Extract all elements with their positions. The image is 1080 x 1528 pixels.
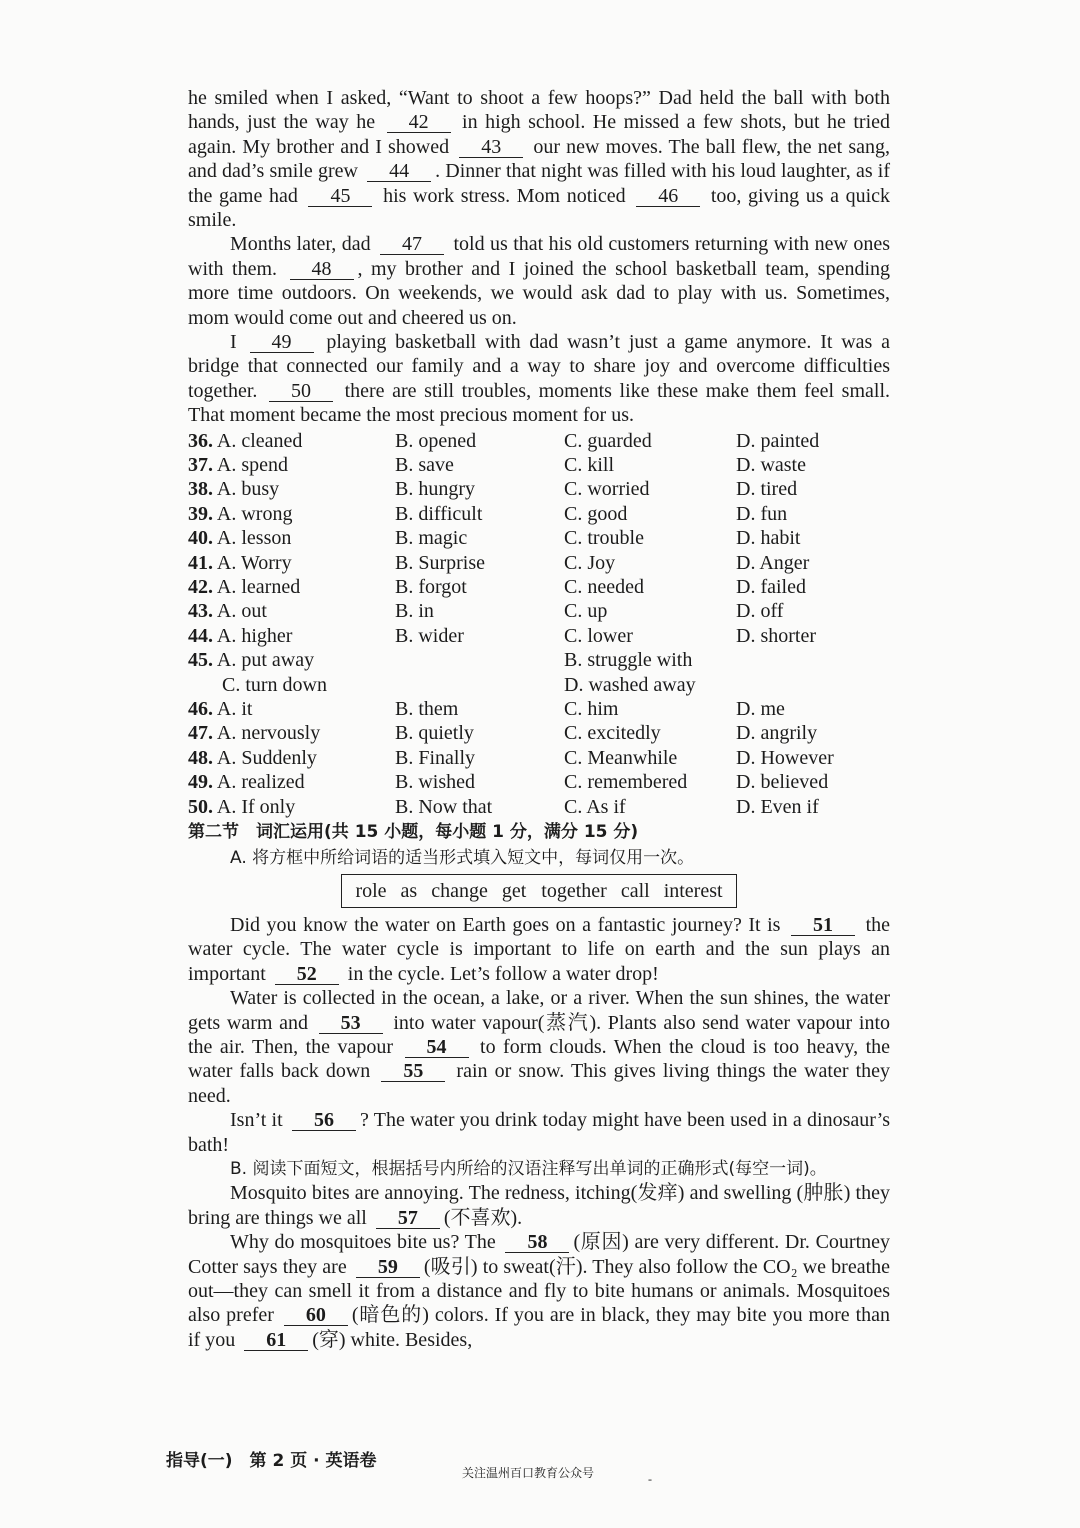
text-segment: too, giving us a quick smile. <box>188 184 891 232</box>
option-row <box>188 746 890 770</box>
text-segment: rain or snow. This gives living things the water they need. <box>188 1060 891 1107</box>
question-number: 46. <box>188 697 213 720</box>
option-c: C. good <box>564 502 628 525</box>
blank-42: 42 <box>387 112 451 133</box>
question-number: 44. <box>188 624 213 647</box>
question-number: 40. <box>188 527 213 550</box>
question-number: 49. <box>188 771 213 794</box>
question-number: 37. <box>188 454 213 477</box>
option-row <box>188 599 890 623</box>
blank-46: 46 <box>636 186 700 207</box>
option-c: C. up <box>564 600 608 623</box>
option-c: C. Meanwhile <box>564 746 678 769</box>
word-option: interest <box>663 879 723 902</box>
text-segment: (暗色的) colors. If you are in black, they may bite you more than if you <box>188 1304 890 1351</box>
option-c: C. guarded <box>564 429 652 452</box>
option-a: A. If only <box>216 795 296 818</box>
text-segment: ? The water you drink today might have been used in a dinosaur’s bath! <box>188 1109 891 1156</box>
text-segment: , my brother and I joined the school basketball team, spending more time outdoors. On weekends, we would ask dad to play with us. Sometimes, mom would come out and cheered us on. <box>188 257 891 329</box>
option-row <box>188 673 890 697</box>
text-segment: Mosquito bites are annoying. The redness, itching(发痒) and swelling (肿胀) they bring are things we all <box>188 1182 890 1229</box>
option-c: C. Joy <box>564 551 616 574</box>
question-number: 48. <box>188 746 213 769</box>
passage-paragraph <box>188 1181 890 1230</box>
option-c: C. him <box>564 697 619 720</box>
word-option: get together <box>501 879 607 902</box>
option-a: A. higher <box>216 624 293 647</box>
option-b: B. struggle with <box>564 649 693 672</box>
text-segment: Isn’t it <box>230 1109 283 1132</box>
option-d: D. Even if <box>736 795 819 818</box>
option-b: B. quietly <box>395 722 474 745</box>
blank-60: 60 <box>284 1305 348 1326</box>
question-number: 38. <box>188 478 213 501</box>
blank-49: 49 <box>250 332 314 353</box>
word-option: role <box>355 879 387 902</box>
option-d: D. fun <box>736 502 788 525</box>
option-a: A. Worry <box>216 551 292 574</box>
option-c: C. trouble <box>564 527 644 550</box>
text-segment: there are still troubles, moments like these make them feel small. That moment became the most precious moment for us. <box>188 379 891 427</box>
option-c: C. needed <box>564 576 644 599</box>
option-row <box>188 551 890 575</box>
blank-51: 51 <box>791 915 855 936</box>
question-number: 39. <box>188 502 213 525</box>
blank-53: 53 <box>319 1013 383 1034</box>
option-d: D. painted <box>736 429 820 452</box>
option-b: B. forgot <box>395 576 467 599</box>
section-title: 第二节 词汇运用(共 15 小题，每小题 1 分，满分 15 分) <box>188 821 639 842</box>
option-d: D. washed away <box>564 673 696 696</box>
question-number: 47. <box>188 722 213 745</box>
passage-paragraph <box>188 232 890 330</box>
option-c: C. kill <box>564 454 615 477</box>
option-c: C. excitedly <box>564 722 661 745</box>
text-segment: told us that his old customers returning with new ones with them. <box>188 233 891 280</box>
watermark-text: 关注温州百口教育公众号 <box>462 1466 595 1480</box>
options-list <box>188 429 890 819</box>
option-c: C. remembered <box>564 771 688 794</box>
text-segment: Months later, dad <box>230 233 371 256</box>
option-a: A. spend <box>216 454 289 477</box>
blank-54: 54 <box>405 1037 469 1058</box>
blank-57: 57 <box>376 1208 440 1229</box>
option-d: D. off <box>736 600 784 623</box>
stray-mark: - <box>648 1472 652 1486</box>
passage-paragraph <box>188 986 890 1108</box>
option-row <box>188 795 890 819</box>
text-segment: (原因) are very different. Dr. Courtney Cotter says they are <box>188 1231 891 1278</box>
question-number: 50. <box>188 795 213 818</box>
option-c: C. turn down <box>222 673 327 696</box>
blank-48: 48 <box>290 259 354 280</box>
text-segment: I <box>230 331 237 354</box>
option-row <box>188 453 890 477</box>
question-number: 41. <box>188 551 213 574</box>
option-b: B. Now that <box>395 795 493 818</box>
text-segment: playing basketball with dad wasn’t just a game anymore. It was a bridge that connected our family and a way to share joy and overcome difficulties together. <box>188 331 891 402</box>
option-row <box>188 502 890 526</box>
text-segment: (吸引) to sweat(汗). They also follow the CO₂ we breathe out—they can smell it from a distance and fly to bite humans or animals. Mosquitoes also prefer <box>188 1255 891 1327</box>
text-segment: . Dinner that night was filled with his loud laughter, as if the game had <box>188 160 890 207</box>
blank-47: 47 <box>380 234 444 255</box>
option-row <box>188 477 890 501</box>
blank-58: 58 <box>505 1232 569 1253</box>
option-b: B. wider <box>395 624 464 647</box>
text-segment: Did you know the water on Earth goes on a fantastic journey? It is <box>230 913 781 936</box>
option-b: B. opened <box>395 429 477 452</box>
blank-59: 59 <box>356 1257 420 1278</box>
option-c: C. worried <box>564 478 650 501</box>
word-box-container <box>188 874 890 908</box>
blank-61: 61 <box>244 1330 308 1351</box>
option-a: A. busy <box>216 478 280 501</box>
text-segment: our new moves. The ball flew, the net sang, and dad’s smile grew <box>188 135 890 183</box>
option-row <box>188 575 890 599</box>
text-segment: he smiled when I asked, “Want to shoot a few hoops?” Dad held the ball with both hands, just the way he <box>188 87 890 134</box>
option-a: A. it <box>216 697 253 720</box>
word-box <box>341 874 736 908</box>
text-segment: (穿) white. Besides, <box>312 1328 473 1351</box>
option-a: A. put away <box>216 649 315 672</box>
text-segment: Why do mosquitoes bite us? The <box>230 1231 496 1254</box>
option-row <box>188 624 890 648</box>
option-a: A. wrong <box>216 502 293 525</box>
passage-paragraph <box>188 913 890 986</box>
passage-paragraph <box>188 86 890 232</box>
word-option: as <box>400 879 418 902</box>
blank-56: 56 <box>292 1110 356 1131</box>
option-a: A. out <box>216 600 267 623</box>
option-b: B. hungry <box>395 478 475 501</box>
option-c: C. lower <box>564 624 633 647</box>
option-d: D. waste <box>736 454 806 477</box>
option-row <box>188 429 890 453</box>
question-number: 43. <box>188 600 213 623</box>
blank-52: 52 <box>275 964 339 985</box>
option-a: A. lesson <box>216 527 292 550</box>
blank-43: 43 <box>459 137 523 158</box>
question-number: 45. <box>188 649 213 672</box>
option-d: D. Anger <box>736 551 810 574</box>
option-b: B. them <box>395 697 459 720</box>
option-row <box>188 721 890 745</box>
option-a: A. cleaned <box>216 429 303 452</box>
text-segment: to form clouds. When the cloud is too heavy, the water falls back down <box>188 1035 891 1083</box>
option-b: B. difficult <box>395 502 483 525</box>
question-number: 42. <box>188 576 213 599</box>
exam-page <box>188 86 890 1352</box>
option-d: D. believed <box>736 771 829 794</box>
passage-paragraph <box>188 1108 890 1157</box>
page-footer: 指导(一) 第 2 页 · 英语卷 <box>166 1451 377 1471</box>
text-segment: (不喜欢). <box>443 1206 523 1229</box>
text-segment: in the cycle. Let’s follow a water drop! <box>347 962 659 985</box>
option-b: B. save <box>395 454 454 477</box>
question-number: 36. <box>188 429 213 452</box>
text-segment: his work stress. Mom noticed <box>383 184 626 207</box>
option-b: B. magic <box>395 527 468 550</box>
blank-45: 45 <box>308 186 372 207</box>
option-a: A. nervously <box>216 722 321 745</box>
text-segment: in high school. He missed a few shots, but he tried again. My brother and I showed <box>188 111 891 158</box>
option-row <box>188 526 890 550</box>
text-segment: into water vapour(蒸汽). Plants also send water vapour into the air. Then, the vapour <box>188 1011 891 1058</box>
option-row <box>188 648 890 672</box>
option-d: D. However <box>736 746 834 769</box>
text-segment: Water is collected in the ocean, a lake, or a river. When the sun shines, the water gets warm and <box>188 987 890 1034</box>
passage-paragraph <box>188 1230 890 1352</box>
option-b: B. Finally <box>395 746 476 769</box>
option-c: C. As if <box>564 795 626 818</box>
text-segment: the water cycle. The water cycle is important to life on earth and the sun plays an important <box>188 913 890 985</box>
option-d: D. tired <box>736 478 798 501</box>
passage-paragraph <box>188 330 890 428</box>
option-row <box>188 697 890 721</box>
option-d: D. angrily <box>736 722 818 745</box>
option-a: A. Suddenly <box>216 746 317 769</box>
blank-50: 50 <box>269 381 333 402</box>
word-option: change <box>431 879 488 902</box>
instruction-b: B. 阅读下面短文，根据括号内所给的汉语注释写出单词的正确形式(每空一词)。 <box>230 1159 827 1179</box>
option-row <box>188 770 890 794</box>
option-a: A. learned <box>216 576 301 599</box>
blank-44: 44 <box>367 161 431 182</box>
option-a: A. realized <box>216 771 305 794</box>
option-d: D. me <box>736 697 785 720</box>
word-option: call <box>620 879 650 902</box>
instruction-a: A. 将方框中所给词语的适当形式填入短文中，每词仅用一次。 <box>230 847 695 868</box>
blank-55: 55 <box>381 1061 445 1082</box>
option-d: D. shorter <box>736 624 816 647</box>
option-d: D. failed <box>736 576 806 599</box>
option-b: B. wished <box>395 771 475 794</box>
option-d: D. habit <box>736 527 801 550</box>
option-b: B. Surprise <box>395 551 485 574</box>
option-b: B. in <box>395 600 434 623</box>
